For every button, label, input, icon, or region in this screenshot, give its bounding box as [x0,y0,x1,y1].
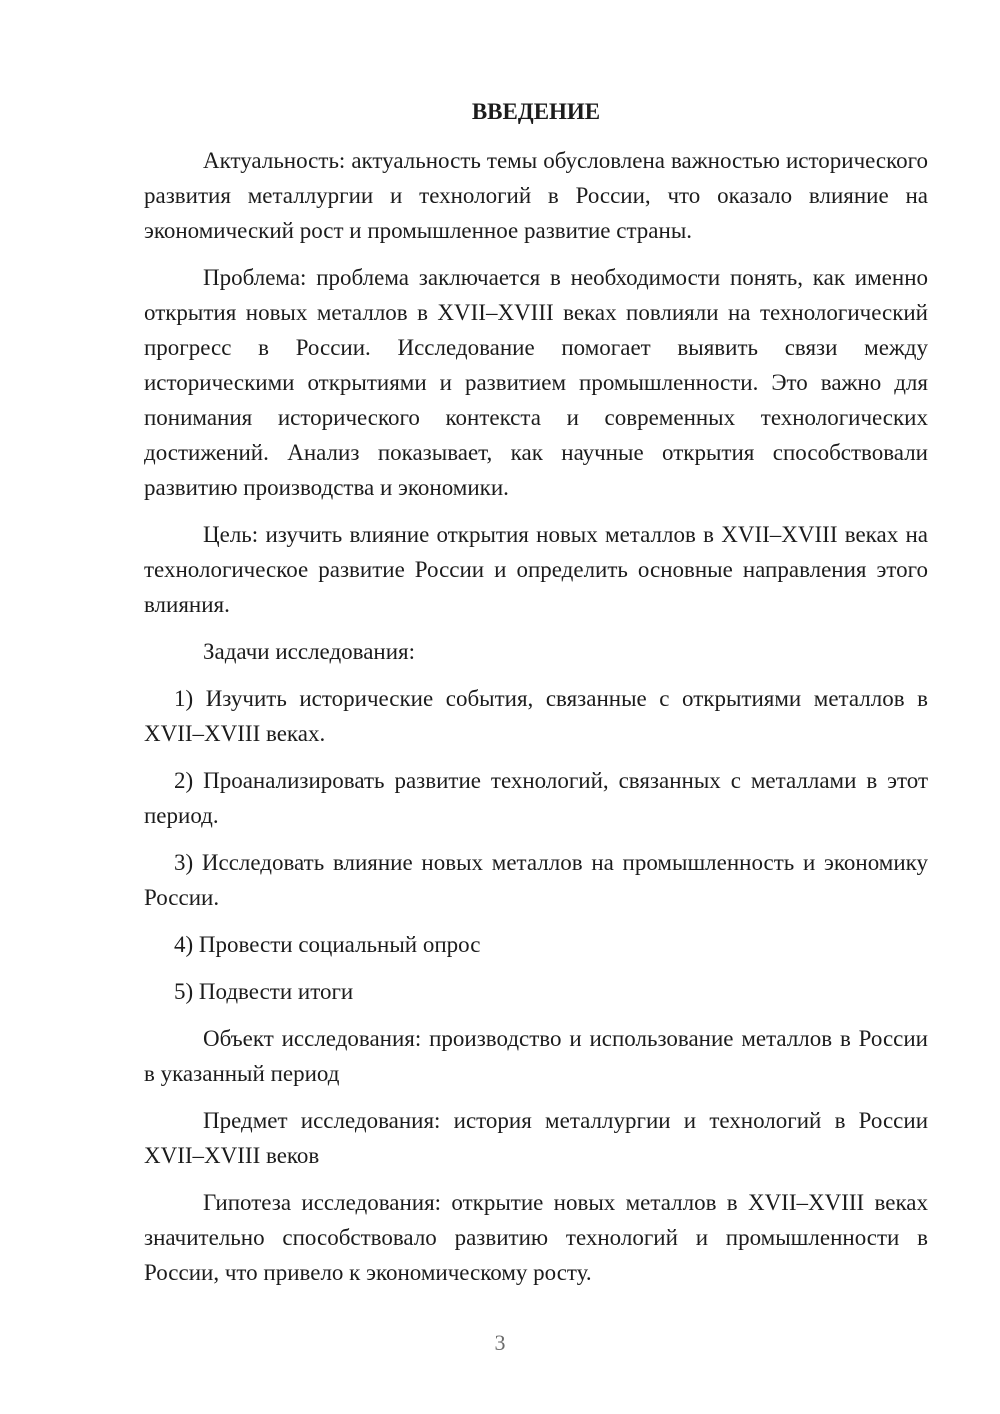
paragraph-object: Объект исследования: производство и использование металлов в России в указанный период [144,1026,928,1086]
task-item: 4) Провести социальный опрос [174,932,481,957]
paragraph-hypothesis: Гипотеза исследования: открытие новых металлов в XVII–XVIII веках значительно способствовало развитию технологий и промышленности в России, что привело к экономическому росту. [144,1190,928,1285]
task-item: 5) Подвести итоги [174,979,354,1004]
page-content [144,94,928,1302]
task-item: 2) Проанализировать развитие технологий, связанных с металлами в этот период. [144,768,928,828]
page-number: 3 [494,1330,506,1355]
tasks-heading: Задачи исследования: [203,639,416,664]
paragraph-problem: Проблема: проблема заключается в необходимости понять, как именно открытия новых металлов в XVII–XVIII веках повлияли на технологический прогресс в России. Исследование помогает выявить связи между историческими открытиями и развитием промышленности. Это важно для понимания исторического контекста и современных технологических достижений. Анализ показывает, как научные открытия способствовали развитию производства и экономики. [144,265,928,500]
section-title: ВВЕДЕНИЕ [471,99,601,124]
task-item: 1) Изучить исторические события, связанные с открытиями металлов в XVII–XVIII веках. [144,686,928,746]
paragraph-relevance: Актуальность: актуальность темы обусловлена важностью исторического развития металлургии и технологий в России, что оказало влияние на экономический рост и промышленное развитие страны. [144,148,928,243]
task-item: 3) Исследовать влияние новых металлов на промышленность и экономику России. [144,850,928,910]
paragraph-goal: Цель: изучить влияние открытия новых металлов в XVII–XVIII веках на технологическое развитие России и определить основные направления этого влияния. [144,522,928,617]
paragraph-subject: Предмет исследования: история металлургии и технологий в России XVII–XVIII веков [144,1108,928,1168]
